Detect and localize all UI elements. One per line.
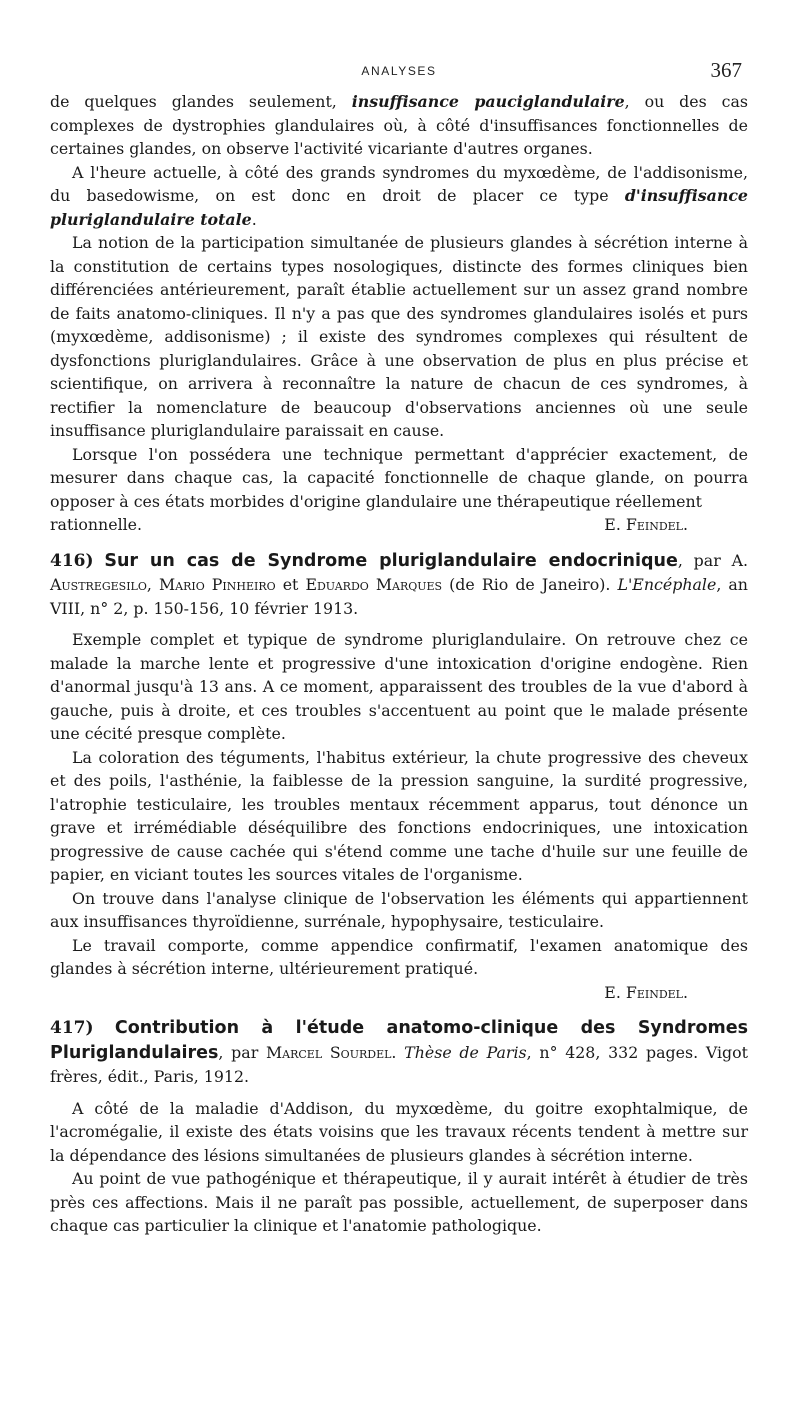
paragraph-last-word: rationnelle. (50, 515, 143, 534)
journal-title: L'Encéphale (617, 575, 717, 594)
entry-417 (50, 1016, 748, 1238)
entry-416 (50, 549, 748, 1005)
entry-416-signature-line (50, 981, 748, 1005)
entry-number: 416) (50, 550, 94, 571)
entry-416-paragraph-1: Exemple complet et typique de syndrome pluriglandulaire. On retrouve chez ce malade la marche lente et progressive d'une intoxication d'origine endogène. Rien d'anormal jusqu'à 13 ans. A ce moment, apparaissent des troubles de la vue d'abord à gauche, puis à droite, et ces troubles s'accentuent au point que le malade présente une cécité presque complète. (50, 630, 748, 743)
intro-paragraph-1 (50, 90, 748, 161)
page-header (50, 58, 748, 90)
text-run: , par (677, 550, 732, 570)
text-run: , ou des cas complexes de dystrophies glandulaires où, à côté d'insuffisances fonctionnelles de certaines glandes, on observe l'activité vicariante d'autres organes. (50, 92, 748, 158)
text-run: . (391, 1042, 405, 1062)
text-run: , par (218, 1042, 266, 1062)
text-run: de quelques glandes seulement, (50, 92, 352, 111)
entry-heading (50, 549, 748, 621)
entry-417-paragraph-1: A côté de la maladie d'Addison, du myxœdème, du goitre exophtalmique, de l'acromégalie, il existe des états voisins que les travaux récents tendent à mettre sur la dépendance des lésions simultanées de plusieurs glandes à sécrétion interne. (50, 1098, 748, 1165)
entry-title: Contribution à l'étude anatomo-clinique des Syndromes Pluriglandulaires (50, 1018, 748, 1063)
intro-paragraph-2 (50, 161, 748, 232)
page-number: 367 (710, 58, 742, 82)
emphasis-term: d'insuffisance pluriglandulaire totale (50, 186, 748, 229)
text-run: et (275, 575, 306, 594)
thesis-title: Thèse de Paris (404, 1042, 527, 1062)
text-run: . (251, 209, 257, 229)
intro-continuation (50, 90, 748, 537)
entry-authors: Eduardo Marques (305, 575, 443, 594)
intro-paragraph-4: Lorsque l'on possédera une technique permettant d'apprécier exactement, de mesurer dans chaque cas, la capacité fonctionnelle de chaque glande, on pourra opposer à ces états morbides d'origine glandulaire une thérapeutique réellement (50, 444, 748, 511)
entry-heading (50, 1016, 748, 1089)
emphasis-term: insuffisance pauciglandulaire (351, 92, 625, 111)
entry-number: 417) (50, 1018, 94, 1038)
entry-416-paragraph-4: Le travail comporte, comme appendice confirmatif, l'examen anatomique des glandes à sécrétion interne, ultérieurement pratiqué. (50, 935, 748, 978)
text-run: , an VIII, n° 2, p. 150-156, 10 février 1913. (50, 575, 748, 618)
entry-416-paragraph-2: La coloration des téguments, l'habitus extérieur, la chute progressive des cheveux et des poils, l'asthénie, la faiblesse de la pression sanguine, la surdité progressive, l'atrophie testiculaire, les troubles mentaux récemment apparus, tout dénonce un grave et irrémédiable déséquilibre des fonctions endocriniques, une intoxication progressive de cause cachée qui s'étend comme une tache d'huile sur une feuille de papier, en viciant toutes les sources vitales de l'organisme. (50, 747, 748, 884)
entry-416-paragraph-3: On trouve dans l'analyse clinique de l'observation les éléments qui appartiennent aux insuffisances thyroïdienne, surrénale, hypophysaire, testiculaire. (50, 888, 748, 931)
signature: E. Feindel. (604, 515, 688, 534)
intro-signature-line (50, 513, 748, 537)
text-run: A l'heure actuelle, à côté des grands syndromes du myxœdème, de l'addisonisme, du basedowisme, on est donc en droit de placer ce type (50, 162, 748, 205)
entry-title: Sur un cas de Syndrome pluriglandulaire endocrinique (104, 550, 678, 571)
entry-authors: Marcel Sourdel (265, 1042, 392, 1062)
entry-417-paragraph-2: Au point de vue pathogénique et thérapeutique, il y aurait intérêt à étudier de très près ces affections. Mais il ne paraît pas possible, actuellement, de superposer dans chaque cas particulier la clinique et l'anatomie pathologique. (50, 1169, 748, 1235)
text-run: (de Rio de Janeiro). (442, 575, 618, 594)
text-run: , n° 428, 332 pages. Vigot frères, édit., Paris, 1912. (50, 1042, 748, 1086)
intro-paragraph-3: La notion de la participation simultanée de plusieurs glandes à sécrétion interne à la constitution de certains types nosologiques, distincte des formes cliniques bien différenciées antérieurement, paraît établie actuellement sur un assez grand nombre de faits anatomo-cliniques. Il n'y a pas que des syndromes glandulaires isolés et purs (myxœdème, addisonisme) ; il existe des syndromes complexes qui résultent de dysfonctions pluriglandulaires. Grâce à une observation de plus en plus précise et scientifique, on arrivera à reconnaître la nature de chacun de ces syndromes, à rectifier la nomenclature de beaucoup d'observations anciennes où une seule insuffisance pluriglandulaire paraissait en cause. (50, 233, 748, 440)
running-title: ANALYSES (361, 64, 437, 78)
signature: E. Feindel. (604, 982, 688, 1002)
entry-authors: A. Austregesilo, Mario Pinheiro (50, 550, 748, 594)
